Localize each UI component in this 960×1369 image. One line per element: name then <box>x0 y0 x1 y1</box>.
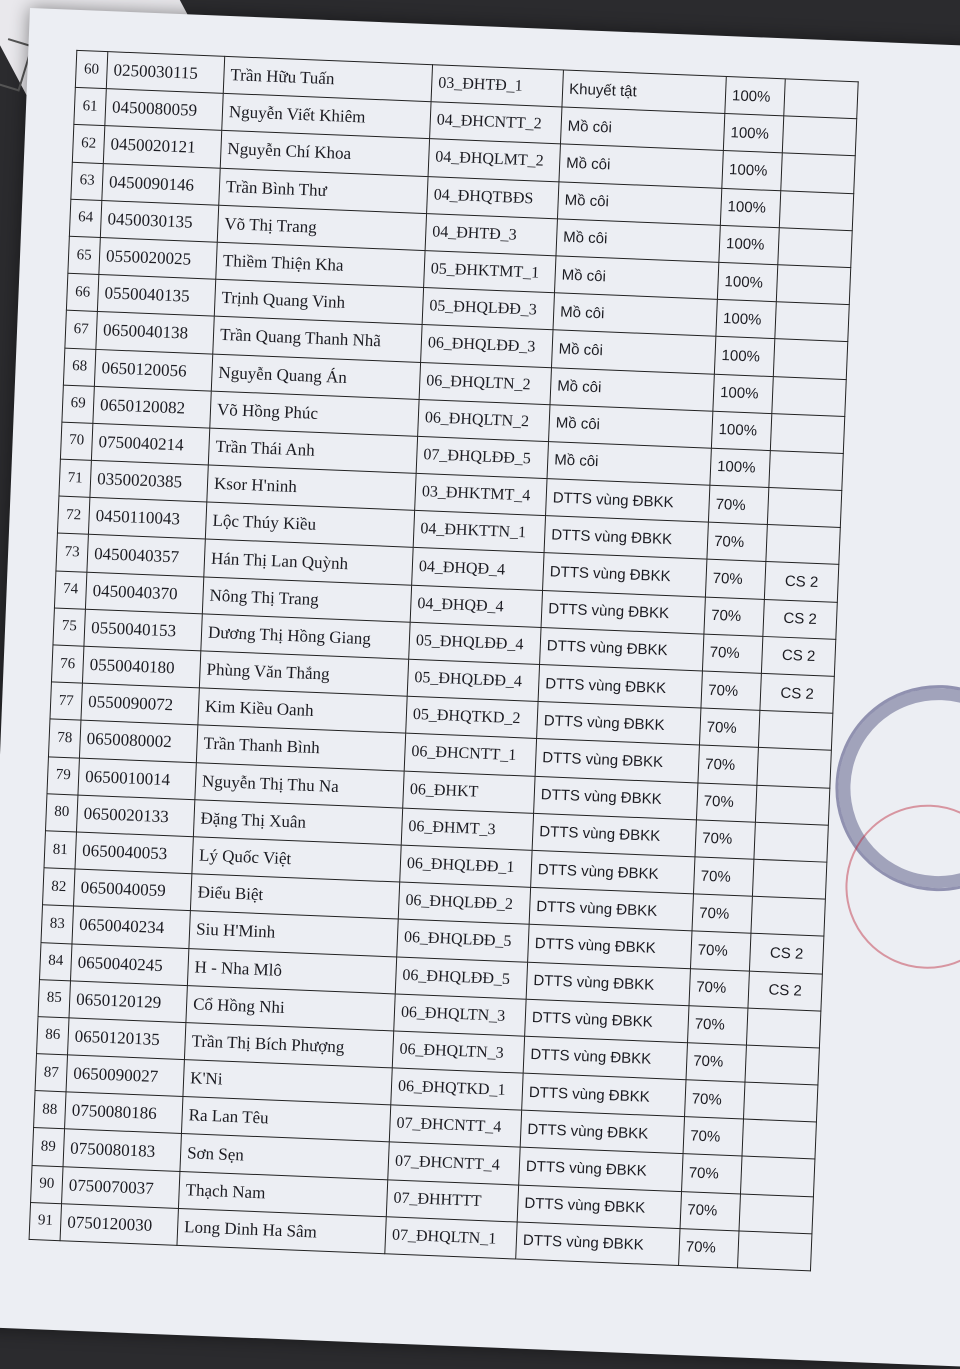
campus-note <box>757 748 831 788</box>
campus-note <box>754 822 828 862</box>
exemption-category: DTTS vùng ĐBKK <box>520 1110 684 1154</box>
row-number: 91 <box>29 1202 61 1240</box>
row-number: 76 <box>51 645 83 683</box>
campus-note <box>776 265 850 305</box>
student-name: Siu H'Minh <box>189 911 398 957</box>
class-code: 04_ĐHKTTN_1 <box>413 511 545 553</box>
campus-note <box>770 413 844 453</box>
row-number: 60 <box>75 50 107 88</box>
class-code: 04_ĐHQTBĐS <box>427 176 559 218</box>
student-name: Kim Kiều Oanh <box>198 688 407 734</box>
row-number: 69 <box>62 385 94 423</box>
student-name: Nguyễn Chí Khoa <box>220 131 429 177</box>
exemption-rate: 70% <box>696 782 756 822</box>
class-code: 07_ĐHQLTN_1 <box>385 1217 517 1259</box>
campus-note <box>758 711 832 751</box>
class-code: 06_ĐHQLĐĐ_3 <box>421 325 553 367</box>
exemption-rate: 70% <box>707 522 767 562</box>
class-code: 06_ĐHQLTN_3 <box>392 1031 524 1073</box>
campus-note: CS 2 <box>763 599 837 639</box>
student-name: Trần Thanh Bình <box>196 725 405 771</box>
student-id: 0650080002 <box>79 720 197 762</box>
student-id: 0450030135 <box>100 200 218 242</box>
class-code: 07_ĐHCNTT_4 <box>389 1105 521 1147</box>
campus-note <box>746 1008 820 1048</box>
campus-note <box>767 488 841 528</box>
student-name: Long Dinh Ha Sâm <box>177 1208 386 1254</box>
exemption-rate: 70% <box>692 894 752 934</box>
exemption-rate: 70% <box>682 1154 742 1194</box>
exemption-rate: 70% <box>693 857 753 897</box>
student-id: 0450110043 <box>88 498 206 540</box>
class-code: 03_ĐHTĐ_1 <box>431 65 563 107</box>
exemption-category: DTTS vùng ĐBKK <box>534 776 698 820</box>
exemption-rate: 100% <box>717 262 777 302</box>
class-code: 07_ĐHHTTT <box>386 1179 518 1221</box>
campus-note <box>775 302 849 342</box>
campus-note <box>778 227 852 267</box>
exemption-rate: 70% <box>683 1117 743 1157</box>
student-id: 0650120135 <box>68 1018 186 1060</box>
student-name: Sơn Sẹn <box>180 1134 389 1180</box>
exemption-category: DTTS vùng ĐBKK <box>531 850 695 894</box>
student-id: 0650010014 <box>78 758 196 800</box>
student-id: 0650090027 <box>66 1055 184 1097</box>
exemption-category: DTTS vùng ĐBKK <box>522 1073 686 1117</box>
exemption-rate: 70% <box>708 485 768 525</box>
student-name: Trần Thị Bích Phượng <box>184 1022 393 1068</box>
exemption-category: DTTS vùng ĐBKK <box>529 887 693 931</box>
student-name: Nguyễn Thị Thu Na <box>195 762 404 808</box>
student-id: 0750040214 <box>91 423 209 465</box>
row-number: 83 <box>41 905 73 943</box>
student-name: Thạch Nam <box>178 1171 387 1217</box>
student-id: 0650120056 <box>94 349 212 391</box>
campus-note <box>772 376 846 416</box>
class-code: 06_ĐHKT <box>403 771 535 813</box>
row-number: 73 <box>56 533 88 571</box>
exemption-category: Mồ côi <box>550 367 714 411</box>
student-id: 0250030115 <box>106 52 224 94</box>
row-number: 88 <box>34 1091 66 1129</box>
exemption-rate: 70% <box>686 1043 746 1083</box>
exemption-category: Mồ côi <box>556 219 720 263</box>
student-id: 0650040138 <box>96 312 214 354</box>
student-id: 0650040245 <box>71 943 189 985</box>
row-number: 85 <box>38 979 70 1017</box>
roster-body <box>29 50 858 1270</box>
exemption-rate: 100% <box>710 448 770 488</box>
student-name: Nguyễn Viết Khiêm <box>222 94 431 140</box>
student-id: 0550090072 <box>81 683 199 725</box>
campus-note <box>743 1082 817 1122</box>
exemption-category: DTTS vùng ĐBKK <box>517 1185 681 1229</box>
class-code: 07_ĐHCNTT_4 <box>388 1142 520 1184</box>
exemption-rate: 70% <box>685 1080 745 1120</box>
exemption-category: DTTS vùng ĐBKK <box>528 925 692 969</box>
exemption-category: Mồ côi <box>560 107 724 151</box>
exemption-rate: 100% <box>716 299 776 339</box>
class-code: 04_ĐHTĐ_3 <box>425 213 557 255</box>
class-code: 06_ĐHQLTN_2 <box>418 399 550 441</box>
row-number: 74 <box>54 571 86 609</box>
exemption-category: Mồ côi <box>552 330 716 374</box>
class-code: 04_ĐHQLMT_2 <box>428 139 560 181</box>
campus-note: CS 2 <box>748 971 822 1011</box>
exemption-rate: 70% <box>702 634 762 674</box>
exemption-category: Mồ côi <box>549 404 713 448</box>
student-name: Điểu Biệt <box>190 874 399 920</box>
exemption-rate: 70% <box>690 931 750 971</box>
campus-note <box>740 1156 814 1196</box>
row-number: 64 <box>69 199 101 237</box>
exemption-category: DTTS vùng ĐBKK <box>519 1148 683 1192</box>
student-id: 0550040180 <box>82 646 200 688</box>
class-code: 06_ĐHMT_3 <box>401 808 533 850</box>
student-name: H - Nha Mlô <box>187 948 396 994</box>
exemption-rate: 70% <box>689 968 749 1008</box>
student-name: Lộc Thúy Kiều <box>205 502 414 548</box>
student-name: Trịnh Quang Vinh <box>214 279 423 325</box>
class-code: 05_ĐHQTKD_2 <box>406 696 538 738</box>
class-code: 04_ĐHCNTT_2 <box>430 102 562 144</box>
row-number: 61 <box>74 88 106 126</box>
exemption-category: Mồ côi <box>553 293 717 337</box>
campus-note: CS 2 <box>764 562 838 602</box>
student-name: K'Ni <box>183 1060 392 1106</box>
exemption-rate: 70% <box>698 745 758 785</box>
student-name: Đặng Thị Xuân <box>193 800 402 846</box>
campus-note <box>742 1119 816 1159</box>
student-id: 0650040234 <box>72 906 190 948</box>
exemption-category: DTTS vùng ĐBKK <box>546 479 710 523</box>
row-number: 90 <box>31 1165 63 1203</box>
student-id: 0450040370 <box>85 572 203 614</box>
campus-note <box>738 1231 812 1271</box>
campus-note <box>745 1045 819 1085</box>
exemption-rate: 70% <box>699 708 759 748</box>
class-code: 06_ĐHQLĐĐ_5 <box>397 919 529 961</box>
exemption-category: DTTS vùng ĐBKK <box>525 999 689 1043</box>
student-id: 0650040059 <box>73 869 191 911</box>
row-number: 79 <box>47 756 79 794</box>
campus-note <box>779 190 853 230</box>
row-number: 68 <box>63 348 95 386</box>
row-number: 62 <box>72 125 104 163</box>
class-code: 04_ĐHQĐ_4 <box>412 548 544 590</box>
class-code: 06_ĐHQLTN_2 <box>419 362 551 404</box>
exemption-rate: 100% <box>722 151 782 191</box>
row-number: 86 <box>37 1017 69 1055</box>
class-code: 07_ĐHQLĐĐ_5 <box>416 436 548 478</box>
document-page <box>0 8 960 1367</box>
exemption-rate: 100% <box>711 411 771 451</box>
row-number: 66 <box>66 273 98 311</box>
exemption-rate: 70% <box>701 671 761 711</box>
exemption-category: DTTS vùng ĐBKK <box>541 590 705 634</box>
student-id: 0750120030 <box>60 1204 178 1246</box>
student-id: 0750080186 <box>65 1092 183 1134</box>
student-name: Thiềm Thiện Kha <box>216 242 425 288</box>
student-name: Trần Quang Thanh Nhã <box>213 316 422 362</box>
campus-note: CS 2 <box>760 673 834 713</box>
exemption-rate: 100% <box>723 114 783 154</box>
exemption-category: DTTS vùng ĐBKK <box>535 739 699 783</box>
campus-note <box>752 859 826 899</box>
student-id: 0550040153 <box>84 609 202 651</box>
student-name: Võ Thị Trang <box>217 205 426 251</box>
student-name: Võ Hồng Phúc <box>210 391 419 437</box>
student-id: 0650120082 <box>93 386 211 428</box>
exemption-category: DTTS vùng ĐBKK <box>543 553 707 597</box>
class-code: 06_ĐHQLĐĐ_1 <box>400 845 532 887</box>
exemption-category: DTTS vùng ĐBKK <box>538 664 702 708</box>
class-code: 05_ĐHQLĐĐ_4 <box>407 659 539 701</box>
campus-note <box>781 153 855 193</box>
student-name: Cổ Hồng Nhi <box>186 985 395 1031</box>
student-id: 0450090146 <box>102 163 220 205</box>
student-name: Hán Thị Lan Quỳnh <box>204 539 413 585</box>
student-name: Nguyễn Quang Án <box>211 354 420 400</box>
exemption-rate: 70% <box>688 1005 748 1045</box>
class-code: 05_ĐHQLĐĐ_3 <box>422 288 554 330</box>
student-id: 0350020385 <box>90 460 208 502</box>
campus-note <box>739 1194 813 1234</box>
student-id: 0650120129 <box>69 981 187 1023</box>
class-code: 05_ĐHKTMT_1 <box>424 250 556 292</box>
campus-note: CS 2 <box>761 636 835 676</box>
exemption-rate: 100% <box>713 374 773 414</box>
class-code: 06_ĐHQLĐĐ_5 <box>395 956 527 998</box>
student-name: Ksor H'ninh <box>207 465 416 511</box>
row-number: 70 <box>60 422 92 460</box>
exemption-category: Mồ côi <box>554 256 718 300</box>
exemption-rate: 70% <box>679 1228 739 1268</box>
row-number: 72 <box>57 496 89 534</box>
exemption-category: DTTS vùng ĐBKK <box>516 1222 680 1266</box>
student-name: Trần Bình Thư <box>219 168 428 214</box>
exemption-category: Mồ côi <box>547 442 711 486</box>
student-roster-table <box>29 50 859 1271</box>
student-id: 0450020121 <box>103 126 221 168</box>
campus-note <box>784 79 858 119</box>
class-code: 03_ĐHKTMT_4 <box>415 473 547 515</box>
student-name: Dương Thị Hồng Giang <box>201 614 410 660</box>
campus-note <box>773 339 847 379</box>
row-number: 75 <box>53 608 85 646</box>
exemption-category: Mồ côi <box>559 144 723 188</box>
student-name: Trần Hữu Tuấn <box>223 56 432 102</box>
exemption-rate: 100% <box>714 337 774 377</box>
exemption-category: DTTS vùng ĐBKK <box>526 962 690 1006</box>
row-number: 80 <box>45 794 77 832</box>
student-name: Nông Thị Trang <box>202 577 411 623</box>
student-id: 0450080059 <box>105 89 223 131</box>
student-id: 0550040135 <box>97 275 215 317</box>
student-id: 0650040053 <box>75 832 193 874</box>
student-id: 0750070037 <box>62 1166 180 1208</box>
class-code: 06_ĐHQTKD_1 <box>391 1068 523 1110</box>
class-code: 06_ĐHQLĐĐ_2 <box>398 882 530 924</box>
exemption-rate: 70% <box>704 597 764 637</box>
campus-note <box>769 450 843 490</box>
row-number: 77 <box>50 682 82 720</box>
row-number: 71 <box>59 459 91 497</box>
exemption-category: DTTS vùng ĐBKK <box>523 1036 687 1080</box>
student-id: 0750080183 <box>63 1129 181 1171</box>
exemption-category: Khuyết tật <box>562 70 726 114</box>
student-id: 0650020133 <box>76 795 194 837</box>
exemption-category: DTTS vùng ĐBKK <box>537 702 701 746</box>
student-name: Lý Quốc Việt <box>192 837 401 883</box>
row-number: 84 <box>40 942 72 980</box>
class-code: 04_ĐHQĐ_4 <box>410 585 542 627</box>
campus-note <box>755 785 829 825</box>
student-id: 0450040357 <box>87 535 205 577</box>
exemption-category: DTTS vùng ĐBKK <box>544 516 708 560</box>
exemption-rate: 100% <box>725 76 785 116</box>
student-id: 0550020025 <box>99 237 217 279</box>
student-name: Phùng Văn Thắng <box>199 651 408 697</box>
exemption-rate: 100% <box>719 225 779 265</box>
row-number: 87 <box>35 1054 67 1092</box>
exemption-rate: 70% <box>705 560 765 600</box>
student-name: Ra Lan Têu <box>181 1097 390 1143</box>
class-code: 05_ĐHQLĐĐ_4 <box>409 622 541 664</box>
exemption-category: DTTS vùng ĐBKK <box>540 627 704 671</box>
exemption-category: Mồ côi <box>557 181 721 225</box>
student-name: Trần Thái Anh <box>208 428 417 474</box>
campus-note <box>751 896 825 936</box>
row-number: 81 <box>44 831 76 869</box>
class-code: 06_ĐHQLTN_3 <box>394 994 526 1036</box>
exemption-rate: 70% <box>695 820 755 860</box>
exemption-rate: 100% <box>720 188 780 228</box>
row-number: 82 <box>43 868 75 906</box>
exemption-category: DTTS vùng ĐBKK <box>532 813 696 857</box>
campus-note <box>766 525 840 565</box>
class-code: 06_ĐHCNTT_1 <box>404 734 536 776</box>
row-number: 67 <box>65 311 97 349</box>
campus-note <box>782 116 856 156</box>
campus-note: CS 2 <box>749 933 823 973</box>
row-number: 65 <box>68 236 100 274</box>
exemption-rate: 70% <box>680 1191 740 1231</box>
row-number: 78 <box>48 719 80 757</box>
row-number: 89 <box>32 1128 64 1166</box>
row-number: 63 <box>71 162 103 200</box>
